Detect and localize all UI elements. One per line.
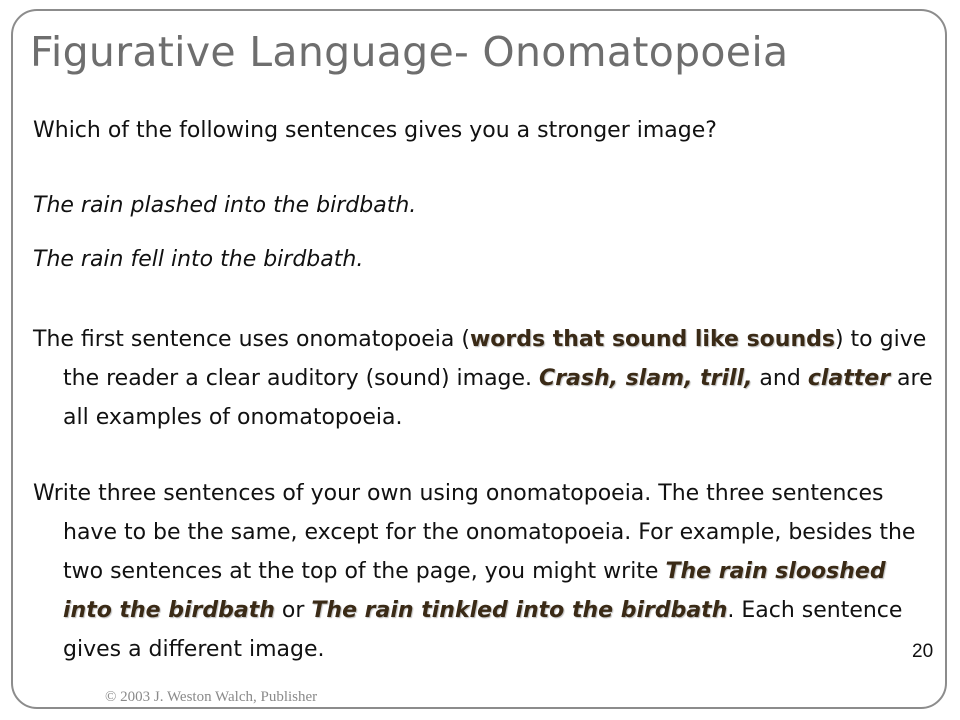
example-tinkled: The rain tinkled into the birdbath [311,598,728,623]
assignment-text-2: or [274,598,312,623]
explanation-text-3: and [752,366,808,391]
explanation-text-1: The first sentence uses onomatopoeia ( [33,327,470,352]
explanation-paragraph [33,320,933,437]
slide-title: Figurative Language- Onomatopoeia [30,28,789,76]
onomatopoeia-example-clatter: clatter [807,366,891,391]
assignment-paragraph [33,474,933,669]
onomatopoeia-definition: words that sound like sounds [469,327,835,352]
sentence-plashed: The rain plashed into the birdbath. [33,193,417,218]
assignment-text-3: . Each sentence gives a different image. [63,598,903,662]
onomatopoeia-examples: Crash, slam, trill, [539,366,753,391]
explanation-text-4: are all examples of onomatopoeia. [63,366,933,430]
footer-copyright: © 2003 J. Weston Walch, Publisher [105,689,318,705]
question-text: Which of the following sentences gives you a stronger image? [33,118,717,143]
sentence-fell: The rain fell into the birdbath. [33,247,364,272]
page-number: 20 [912,641,934,662]
explanation-text-2: ) to give the reader a clear auditory (sound) image. [63,327,927,391]
example-slooshed: The rain slooshed into the birdbath [63,559,886,623]
assignment-text-1: Write three sentences of your own using onomatopoeia. The three sentences have to be the same, except for the onomatopoeia. For example, besides the two sentences at the top of the page, you might write [33,481,916,584]
